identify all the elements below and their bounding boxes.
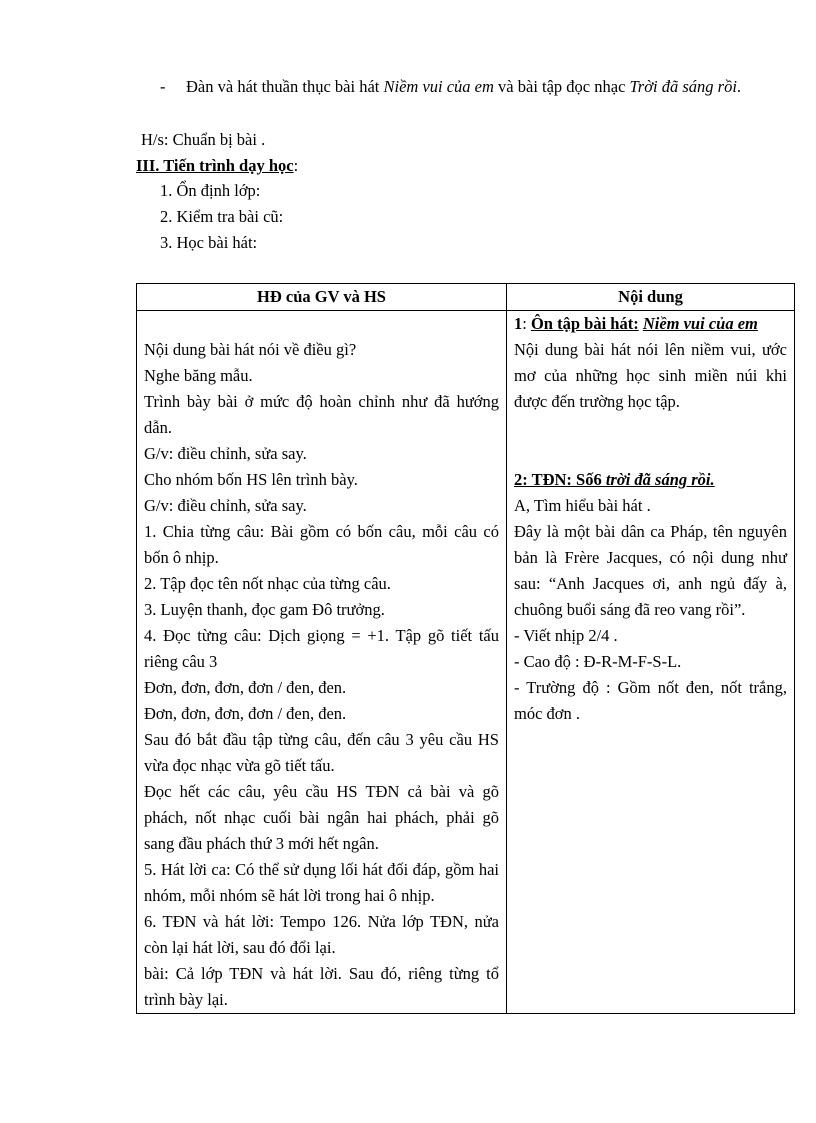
part2-label: 2: TĐN: Số6 [514, 470, 606, 489]
left-line: G/v: điều chỉnh, sửa say. [144, 444, 307, 463]
header-activities: HĐ của GV và HS [137, 284, 507, 311]
reading-title: Trời đã sáng rồi [629, 77, 737, 96]
part1-sep: : [522, 314, 531, 333]
step-2: 2. Kiểm tra bài cũ: [160, 207, 284, 226]
prep-text-end: . [736, 77, 742, 96]
table-row [137, 311, 795, 1014]
table-header-row [137, 284, 795, 311]
left-line: 5. Hát lời ca: Có thể sử dụng lối hát đối đáp, gồm hai nhóm, mỗi nhóm sẽ hát lời trong hai ô nhịp. [144, 860, 499, 905]
right-line: - Cao độ : Đ-R-M-F-S-L. [514, 652, 682, 671]
left-line: 4. Đọc từng câu: Dịch giọng = +1. Tập gõ tiết tấu riêng câu 3 [144, 626, 499, 671]
left-line: 2. Tập đọc tên nốt nhạc của từng câu. [144, 574, 391, 593]
part1-label: Ôn tập bài hát: [530, 314, 639, 333]
left-line: Nội dung bài hát nói về điều gì? [144, 340, 357, 359]
student-prep: H/s: Chuẩn bị bài . [141, 130, 266, 149]
part2-song: trời đã sáng rồi. [605, 470, 715, 489]
left-line: Sau đó bắt đầu tập từng câu, đến câu 3 yêu cầu HS vừa đọc nhạc vừa gõ tiết tấu. [144, 730, 499, 775]
prep-text-a: Đàn và hát thuần thục bài hát [186, 77, 384, 96]
part1-number: 1 [514, 314, 523, 333]
header-content: Nội dung [507, 284, 795, 311]
step-1: 1. Ổn định lớp: [160, 181, 261, 200]
prep-text-b: và bài tập đọc nhạc [493, 77, 630, 96]
right-line: - Viết nhịp 2/4 . [514, 626, 618, 645]
left-line: Đơn, đơn, đơn, đơn / đen, đen. [144, 704, 347, 723]
step-3: 3. Học bài hát: [160, 233, 258, 252]
right-line: A, Tìm hiểu bài hát . [514, 496, 651, 515]
left-line: Nghe băng mẫu. [144, 366, 253, 385]
song-title: Niềm vui của em [383, 77, 494, 96]
right-line: Đây là một bài dân ca Pháp, tên nguyên bản là Frère Jacques, có nội dung như sau: “Anh Jacques ơi, anh ngủ đấy à, chuông buổi sáng đã reo vang rồi”. [514, 522, 787, 619]
bullet-dash: - [160, 77, 166, 96]
right-line: - Trường độ : Gồm nốt đen, nốt trắng, móc đơn . [514, 678, 787, 723]
part1-text: Nội dung bài hát nói lên niềm vui, ước mơ của những học sinh miền núi khi được đến trường học tập. [514, 340, 787, 411]
section-heading: III. Tiến trình dạy học [136, 156, 294, 175]
part1-song: Niềm vui của em [642, 314, 758, 333]
left-line: 6. TĐN và hát lời: Tempo 126. Nửa lớp TĐN, nửa còn lại hát lời, sau đó đổi lại. [144, 912, 499, 957]
prep-bullet-text [186, 74, 766, 100]
left-line: Đọc hết các câu, yêu cầu HS TĐN cả bài và gõ phách, nốt nhạc cuối bài ngân hai phách, phải gõ sang đầu phách thứ 3 mới hết ngân. [144, 782, 499, 853]
left-line: 3. Luyện thanh, đọc gam Đô trưởng. [144, 600, 385, 619]
left-line: bài: Cả lớp TĐN và hát lời. Sau đó, riêng từng tổ trình bày lại. [144, 964, 499, 1009]
left-line: G/v: điều chỉnh, sửa say. [144, 496, 307, 515]
section-colon: : [293, 156, 299, 175]
content-cell [507, 311, 795, 1014]
left-line: Cho nhóm bốn HS lên trình bày. [144, 470, 358, 489]
part1-heading [514, 311, 787, 337]
left-line: Trình bày bài ở mức độ hoàn chỉnh như đã hướng dẫn. [144, 392, 499, 437]
activities-cell [137, 311, 507, 1014]
section-title [136, 153, 298, 179]
left-line: Đơn, đơn, đơn, đơn / đen, đen. [144, 678, 347, 697]
lesson-table [136, 283, 795, 1014]
part2-heading [514, 467, 787, 493]
left-line: 1. Chia từng câu: Bài gồm có bốn câu, mỗi câu có bốn ô nhịp. [144, 522, 499, 567]
